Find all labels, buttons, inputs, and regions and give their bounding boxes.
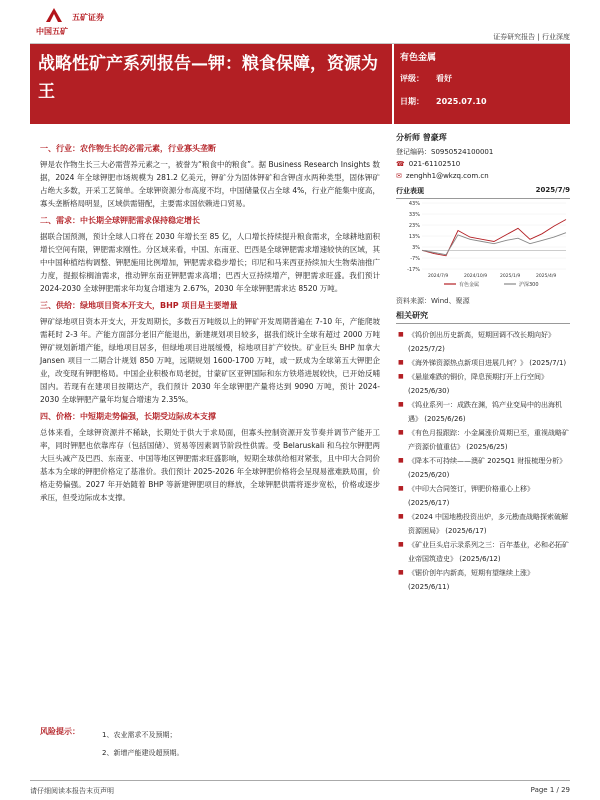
section-body: 总体来看，全球钾资源并不稀缺，长期处于供大于求局面，但寡头控制资源开发节奏并调节产能开工率，同时钾肥也依靠库存（包括国储）、贸易等因素调节阶段性供需。受 Belaruskali 和乌拉尔钾肥两大巨头减产及巴西、东南亚、中国等地区钾肥需求旺盛影响，短期全球供给相对紧张，且中印大合同价基本为全球的钾肥价格定了基准价。我们预计 2025-2026 年全球钾肥价格将会呈现易涨难跌局面，价格走势偏强。2027 年开始随着 BHP 等新建钾肥项目的释放，全球钾肥供需将逐步宽松，价格或逐步承压，但受边际成本支撑。 — [40, 428, 380, 502]
section-heading: 四、价格：中短期走势偏强，长期受边际成本支撑 — [40, 412, 216, 421]
analyst-email[interactable]: zenghh1@wkzq.com.cn — [405, 172, 489, 180]
industry-name: 有色金属 — [400, 53, 437, 63]
related-item[interactable]: ■ 《钨业系列一：成跌在渊，钨产业变局中的出海机遇》 (2025/6/26) — [396, 398, 570, 426]
y-tick-label: 3% — [412, 245, 420, 251]
analyst-phone: 021-61102510 — [408, 160, 461, 168]
rating-value: 看好 — [436, 74, 452, 83]
main-content — [40, 138, 380, 504]
rating-box — [394, 44, 570, 124]
section-heading: 三、供给：绿地项目资本开支大，BHP 项目是主要增量 — [40, 301, 238, 310]
y-tick-label: -17% — [407, 267, 420, 273]
analyst-reg: 登记编码：S0950524100001 — [396, 148, 494, 156]
footer-disclaimer[interactable]: 请仔细阅读本报告末页声明 — [30, 787, 114, 795]
related-item[interactable]: ■ 《钨价创出历史新高，短期回调不改长期向好》 (2025/7/2) — [396, 328, 570, 356]
related-item[interactable]: ■ 《矿业巨头启示录系列之三：百年基业，必和必拓矿业帝国筑造史》 (2025/6/12) — [396, 538, 570, 566]
section — [40, 215, 380, 295]
related-item[interactable]: ■ 《有色月报跟踪：小金属涨价周期已至，重视战略矿产资源价值重估》 (2025/6/25) — [396, 426, 570, 454]
y-tick-label: 23% — [408, 223, 420, 229]
legend-label: 有色金属 — [459, 282, 480, 288]
related-item[interactable]: ■ 《2024 中国地勘投资出炉，多元勘查战略探索破解资源困局》 (2025/6/17) — [396, 510, 570, 538]
date-label: 日期： — [400, 97, 424, 106]
rating-row — [400, 73, 452, 84]
related-item[interactable]: ■ 《降本不可持续——澳矿 2025Q1 财报梳理分析》 (2025/6/20) — [396, 454, 570, 482]
report-type: 证券研究报告 | 行业深度 — [493, 33, 570, 41]
section — [40, 300, 380, 406]
footer-divider — [30, 780, 570, 781]
section-body: 据联合国预测，预计全球人口将在 2030 年增长至 85 亿，人口增长持续提升粮食需求，全球耕地面积增长空间有限，钾肥需求刚性。分区域来看，中国、东南亚、巴西是全球钾肥需求增速较快的区域，其中中国种植结构调整、钾肥施用比例增加，钾肥需求稳步增长；印尼和马来西亚持续加大生物柴油推广力度，提振棕榈油需求，推动钾东南亚钾肥需求高增；巴西大豆持续增产，钾肥需求旺盛。我们预计 2024-2030 全球钾肥需求年均复合增速为 2.67%，2030 年全球钾肥需求达 8520 万吨。 — [40, 232, 380, 293]
section — [40, 411, 380, 504]
chart-plot — [396, 199, 570, 291]
page-number: Page 1 / 29 — [530, 786, 570, 794]
related-heading: 相关研究 — [396, 310, 570, 324]
rating-label: 评级： — [400, 74, 424, 83]
logo-text: 中国五矿 — [36, 27, 68, 36]
firm-name: 五矿证券 — [72, 13, 104, 22]
y-tick-label: -7% — [410, 256, 420, 262]
chart-date: 2025/7/9 — [535, 186, 570, 194]
x-tick-label: 2025/1/9 — [500, 274, 521, 279]
chart-source: 资料来源：Wind、聚源 — [396, 297, 470, 305]
industry-performance-chart — [396, 186, 570, 292]
report-title: 战略性矿产系列报告—钾：粮食保障，资源为王 — [38, 54, 378, 102]
phone-icon: ☎ — [396, 160, 405, 168]
related-item[interactable]: ■ 《中印大合同签订，钾肥价格重心上移》 (2025/6/17) — [396, 482, 570, 510]
section-heading: 一、行业：农作物生长的必需元素，行业寡头垄断 — [40, 144, 216, 153]
section — [40, 143, 380, 210]
legend-label: 沪深300 — [519, 282, 539, 288]
title-band — [30, 44, 392, 124]
section-body: 钾矿绿地项目资本开支大，开发周期长，多数百万吨级以上的钾矿开发周期普遍在 7-10 年，产能爬坡需耗时 2-3 年。产能方面部分老旧产能退出，新建规划项目较多，据我们统计全球有超过 2000 万吨钾矿规划新增产能，绿地项目居多，但绿地项目进展缓慢，棕地项目扩产较快。矿业巨头 BHP 加拿大 Jansen 项目一二期合计规划 850 万吨，远期规划 1600-1700 万吨，或一跃成为全球第五大钾肥企业，改变现有钾肥格局。中国企业积极布局老挝，甘蒙矿区亚钾国际和东方铁塔进展较快，已开始反哺国内。若现有在建项目按期达产，我们预计 2030 年全球钾肥产量将达到 9090 万吨，预计 2024-2030 全球钾肥产量年均复合增速为 2.35%。 — [40, 317, 380, 404]
x-tick-label: 2025/4/9 — [536, 274, 557, 279]
section-heading: 二、需求：中长期全球钾肥需求保持稳定增长 — [40, 216, 200, 225]
wukuang-logo-icon — [44, 6, 64, 24]
section-body: 钾是农作物生长三大必需营养元素之一，被誉为“粮食中的粮食”。据 Business Research Insights 数据，2024 年全球钾肥市场规模为 281.2 亿美元，钾矿分为固体钾矿和含钾卤水两种类型，固体钾矿占绝大多数，开采工艺简单。全球钾资源分布高度不均，中国储量仅占全球 4%，行业产能集中度高，寡头垄断格局明显，区域供需错配，主要需求国依赖进口贸易。 — [40, 160, 380, 208]
page-header — [0, 0, 600, 44]
analyst-phone-row — [396, 158, 570, 170]
related-item[interactable]: ■ 《锯价创年内新高，短期有望继续上涨》 (2025/6/11) — [396, 566, 570, 594]
x-tick-label: 2024/7/9 — [428, 274, 449, 279]
risk-item: 2、新增产能建设超预期。 — [102, 749, 184, 757]
related-item[interactable]: ■ 《海外锑资源热点新项目进展几何？》 (2025/7/1) — [396, 356, 570, 370]
risk-item: 1、农业需求不及预期； — [102, 731, 177, 739]
x-tick-label: 2024/10/9 — [464, 274, 488, 279]
analyst-heading: 分析师 曾豪珲 — [396, 133, 447, 142]
risk-list — [102, 726, 382, 762]
related-item[interactable]: ■ 《悬崖难跌的铜价，降息预期打开上行空间》 (2025/6/30) — [396, 370, 570, 398]
chart-header — [396, 186, 570, 199]
related-research — [396, 310, 570, 594]
y-tick-label: 43% — [408, 201, 420, 207]
date-row — [400, 96, 487, 107]
y-tick-label: 33% — [408, 212, 420, 218]
y-tick-label: 13% — [408, 234, 420, 240]
analyst-email-row — [396, 170, 570, 182]
risk-heading: 风险提示： — [40, 727, 80, 736]
date-value: 2025.07.10 — [436, 97, 487, 106]
email-icon: ✉ — [396, 172, 402, 180]
analyst-panel — [396, 132, 570, 182]
chart-title: 行业表现 — [396, 187, 424, 195]
